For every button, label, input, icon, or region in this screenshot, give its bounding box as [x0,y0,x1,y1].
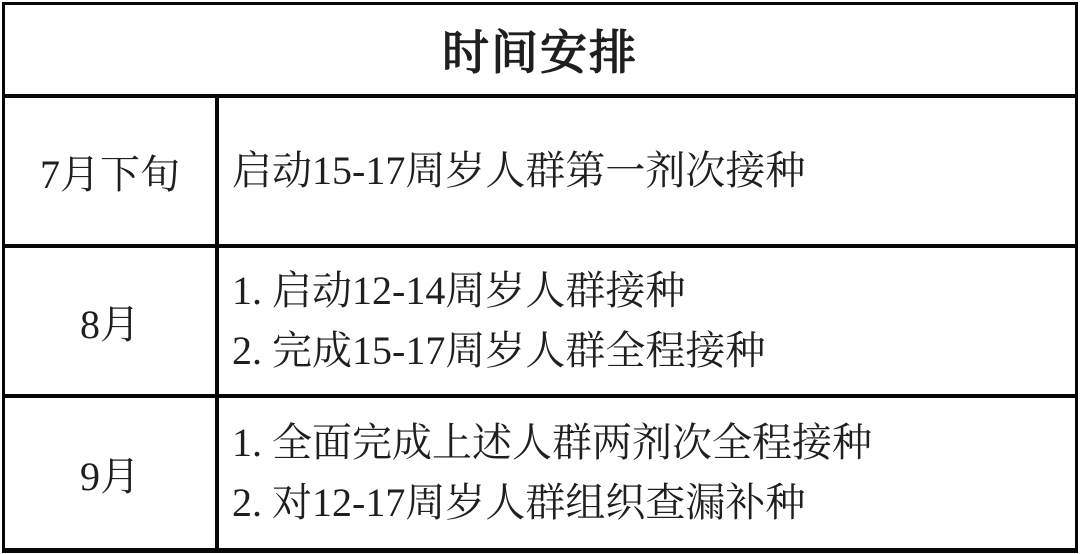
task-item: 2. 完成15-17周岁人群全程接种 [232,328,766,373]
task-item: 2. 对12-17周岁人群组织查漏补种 [232,480,806,525]
content-cell-july [219,98,1075,248]
period-cell-august: 8月 [5,248,219,398]
period-cell-july: 7月下旬 [5,98,219,248]
task-item: 1. 启动12-14周岁人群接种 [232,268,686,313]
task-item: 启动15-17周岁人群第一剂次接种 [232,148,806,193]
content-cell-august [219,248,1075,398]
period-cell-september: 9月 [5,398,219,548]
schedule-table [2,2,1078,553]
table-title: 时间安排 [5,5,1075,98]
task-item: 1. 全面完成上述人群两剂次全程接种 [232,420,872,465]
content-cell-september [219,398,1075,548]
